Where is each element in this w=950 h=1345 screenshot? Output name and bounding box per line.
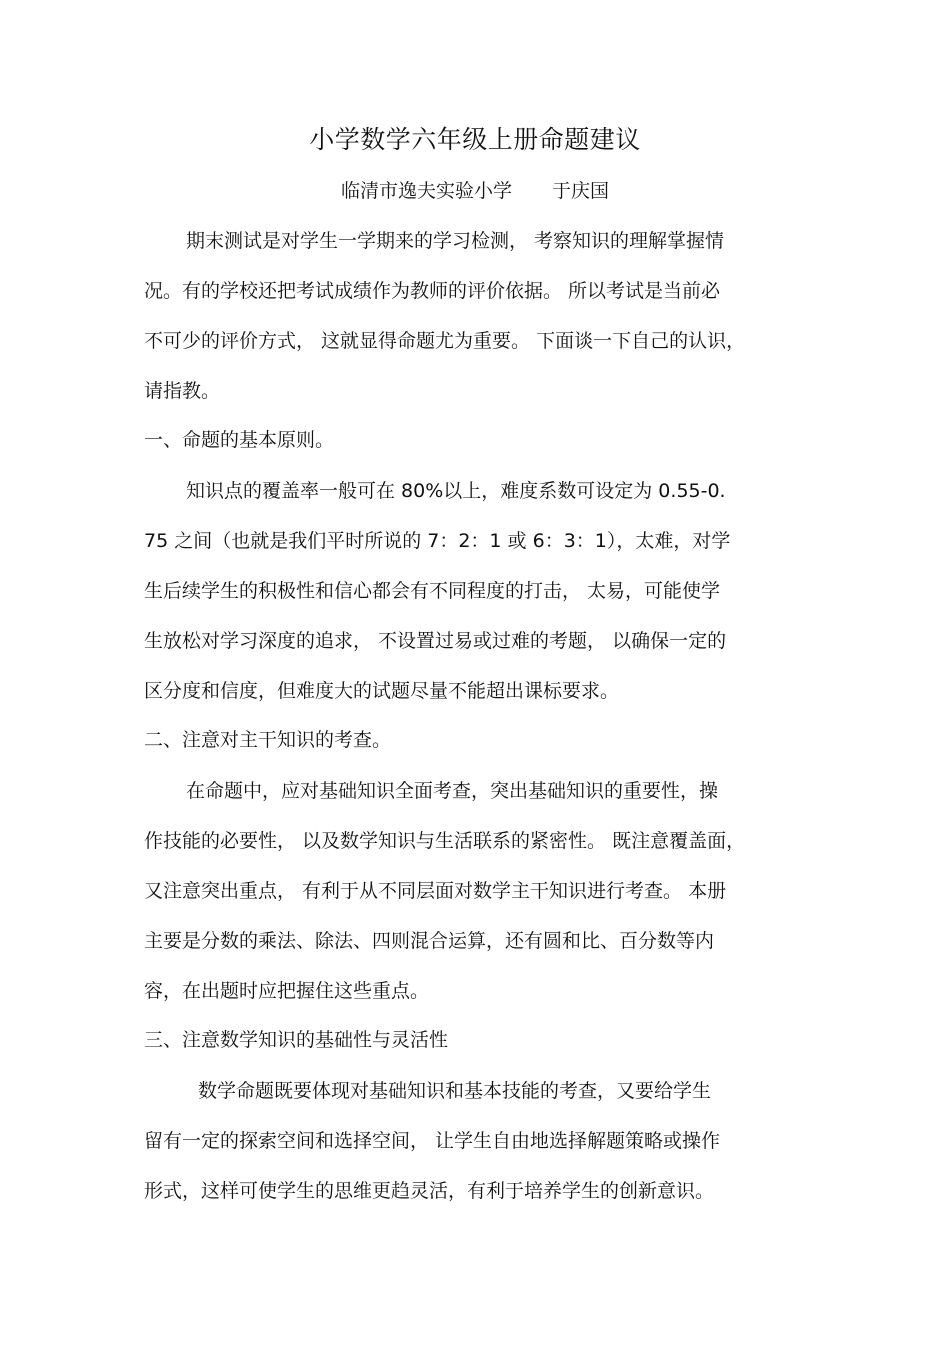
section-heading: 一、命题的基本原则。 xyxy=(144,429,335,451)
paragraph-line: 数学命题既要体现对基础知识和基本技能的考查，又要给学生 xyxy=(198,1080,712,1102)
paragraph-line: 主要是分数的乘法、除法、四则混合运算，还有圆和比、百分数等内 xyxy=(144,930,715,952)
document-author xyxy=(0,176,950,206)
paragraph-line: 在命题中，应对基础知识全面考查，突出基础知识的重要性，操 xyxy=(186,780,719,802)
paragraph-line: 作技能的必要性， 以及数学知识与生活联系的紧密性。 既注意覆盖面， xyxy=(144,830,746,852)
paragraph-line: 留有一定的探索空间和选择空间， 让学生自由地选择解题策略或操作 xyxy=(144,1130,721,1152)
paragraph-line: 知识点的覆盖率一般可在 80%以上，难度系数可设定为 0.55-0. xyxy=(186,480,726,502)
author-school: 临清市逸夫实验小学 xyxy=(340,180,512,202)
paragraph-line: 不可少的评价方式， 这就显得命题尤为重要。 下面谈一下自己的认识， xyxy=(144,330,746,352)
section-heading: 二、注意对主干知识的考查。 xyxy=(144,729,392,751)
paragraph-line: 期末测试是对学生一学期来的学习检测， 考察知识的理解掌握情 xyxy=(186,230,725,252)
paragraph-line: 容，在出题时应把握住这些重点。 xyxy=(144,980,430,1002)
paragraph-line: 形式，这样可使学生的思维更趋灵活，有利于培养学生的创新意识。 xyxy=(144,1180,715,1202)
section-heading: 三、注意数学知识的基础性与灵活性 xyxy=(144,1029,449,1051)
paragraph-line: 生后续学生的积极性和信心都会有不同程度的打击， 太易，可能使学 xyxy=(144,580,721,602)
paragraph-line: 区分度和信度，但难度大的试题尽量不能超出课标要求。 xyxy=(144,680,620,702)
paragraph-line: 75 之间（也就是我们平时所说的 7：2：1 或 6：3：1），太难，对学 xyxy=(144,530,731,552)
paragraph-line: 生放松对学习深度的追求， 不设置过易或过难的考题， 以确保一定的 xyxy=(144,630,727,652)
author-name: 于庆国 xyxy=(552,180,610,202)
paragraph-line: 况。有的学校还把考试成绩作为教师的评价依据。 所以考试是当前必 xyxy=(144,280,721,302)
paragraph-line: 又注意突出重点， 有利于从不同层面对数学主干知识进行考查。 本册 xyxy=(144,880,727,902)
paragraph-line: 请指教。 xyxy=(144,380,221,402)
document-title: 小学数学六年级上册命题建议 xyxy=(309,125,641,154)
